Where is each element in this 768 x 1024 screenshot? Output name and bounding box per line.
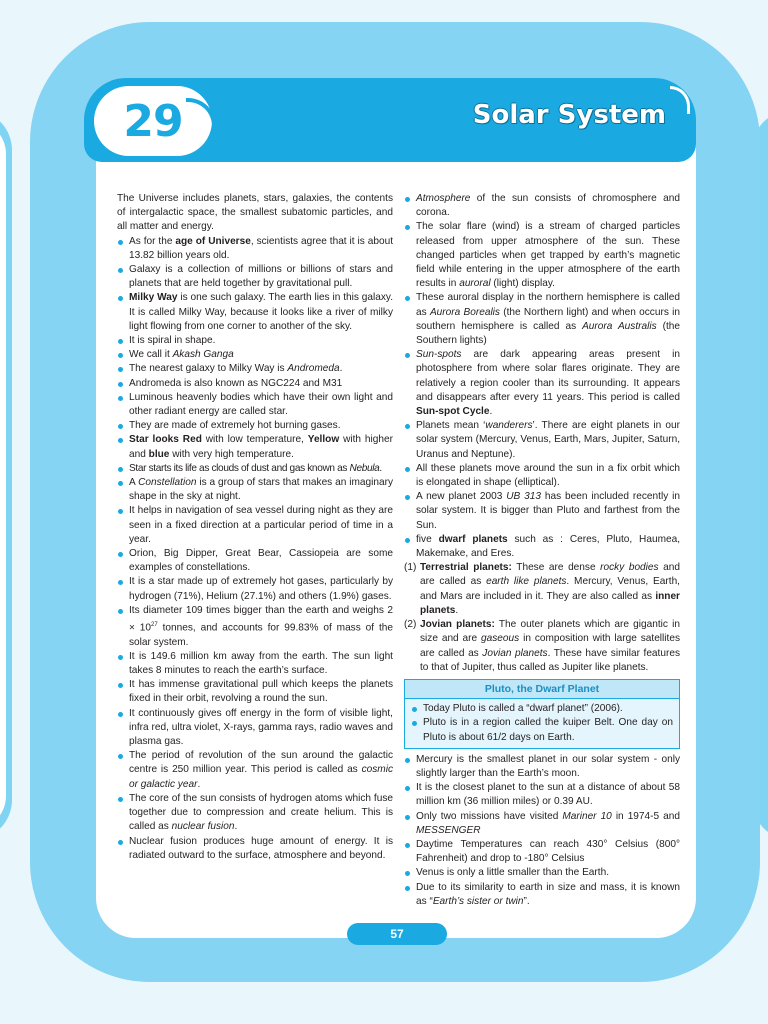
list-item: We call it Akash Ganga [117,348,393,362]
intro-paragraph: The Universe includes planets, stars, galaxies, the contents of intergalactic space, the smallest subatomic particles, and all matter and energy. [117,193,393,233]
list-item: Nuclear fusion produces huge amount of energy. It is radiated outward to the surface, atmosphere and beyond. [117,835,393,863]
list-item: It is 149.6 million km away from the earth. The sun light takes 8 minutes to reach the earth’s surface. [117,650,393,678]
list-item: Pluto is in a region called the kuiper Belt. One day on Pluto is about 61/2 days on Earth. [411,716,673,744]
list-item: Venus is only a little smaller than the Earth. [404,866,680,880]
page-number: 57 [347,923,447,945]
list-item: It continuously gives off energy in the form of visible light, infra red, ultra violet, X-rays, gamma rays, radio waves and plasma gas. [117,707,393,750]
list-item: The core of the sun consists of hydrogen atoms which fuse together due to compression and create helium. This is called as nuclear fusion. [117,792,393,835]
list-item: It is a star made up of extremely hot gases, particularly by hydrogen (71%), Helium (27.1%) and others (1.9%) gases. [117,575,393,603]
list-item: Galaxy is a collection of millions or billions of stars and planets that are held together by gravitational pull. [117,263,393,291]
list-item: As for the age of Universe, scientists agree that it is about 13.82 billion years old. [117,235,393,263]
list-item: Its diameter 109 times bigger than the earth and weighs $2 \times 10^{27}$ tonnes, and accounts for 99.83% of mass of the solar system. [117,604,393,650]
list-item: Luminous heavenly bodies which have their own light and other radiant energy are called star. [117,391,393,419]
list-item: Planets mean ‘wanderers’. There are eight planets in our solar system (Mercury, Venus, Earth, Mars, Jupiter, Saturn, Uranus and Neptune). [404,419,680,462]
list-item: All these planets move around the sun in a fix orbit which is elongated in shape (elliptical). [404,462,680,490]
pluto-info-box [404,679,680,749]
list-item: Andromeda is also known as NGC224 and M31 [117,377,393,391]
list-item: Daytime Temperatures can reach 430° Celsius (800° Fahrenheit) and drop to -180° Celsius [404,838,680,866]
list-item: A Constellation is a group of stars that makes an imaginary shape in the sky at night. [117,476,393,504]
chapter-number: 29 [123,95,183,147]
list-item: Milky Way is one such galaxy. The earth lies in this galaxy. It is called Milky Way, because it looks like a river of milky light flowing from one corner to another of the sky. [117,291,393,334]
list-item: These auroral display in the northern hemisphere is called as Aurora Borealis (the Northern light) and when occurs in southern hemisphere is called as Aurora Australis (the Southern lights) [404,291,680,348]
numbered-item-jovian: (2) Jovian planets: The outer planets which are gigantic in size and are gaseous in composition with large satellites are called as Jovian planets. These have similar features to that of Jupiter, thus called as Jupiter like planets. [404,619,680,673]
list-item: Due to its similarity to earth in size and mass, it is known as “Earth’s sister or twin”. [404,881,680,909]
left-column [117,192,393,863]
list-item: Today Pluto is called a “dwarf planet” (2006). [411,702,673,716]
list-item: The nearest galaxy to Milky Way is Andromeda. [117,362,393,376]
list-item: They are made of extremely hot burning gases. [117,419,393,433]
right-bullet-list-2 [404,753,680,909]
list-item: It has immense gravitational pull which keeps the planets fixed in their orbit, revolving a round the sun. [117,678,393,706]
list-item: Sun-spots are dark appearing areas present in photosphere from where solar flares originate. They are relatively a region cooler than its surrounding. It appears and disappears after every 11 years. This period is called Sun-spot Cycle. [404,348,680,419]
list-item: Atmosphere of the sun consists of chromosphere and corona. [404,192,680,220]
right-column [404,192,680,909]
list-item: A new planet 2003 UB 313 has been included recently in solar system. It is bigger than Pluto and farthest from the Sun. [404,490,680,533]
list-item: The period of revolution of the sun around the galactic centre is 250 million year. This period is called as cosmic or galactic year. [117,749,393,792]
list-item: Star starts its life as clouds of dust and gas known as Nebula. [117,462,393,476]
left-bullet-list [117,235,393,863]
list-item: It is the closest planet to the sun at a distance of about 58 million km (36 million miles) or 0.39 AU. [404,781,680,809]
list-item: Star looks Red with low temperature, Yellow with higher and blue with very high temperature. [117,433,393,461]
list-item: five dwarf planets such as : Ceres, Pluto, Haumea, Makemake, and Eres. [404,533,680,561]
chapter-title: Solar System [472,100,666,130]
list-item: Mercury is the smallest planet in our solar system - only slightly larger than the Earth’s moon. [404,753,680,781]
numbered-item-terrestrial: (1) Terrestrial planets: These are dense rocky bodies and are called as earth like planets. Mercury, Venus, Earth, and Mars are included in it. They are also called as inner planets. [404,562,680,616]
list-item: Only two missions have visited Mariner 10 in 1974-5 and MESSENGER [404,810,680,838]
list-item: Orion, Big Dipper, Great Bear, Cassiopeia are some examples of constellations. [117,547,393,575]
pluto-box-title: Pluto, the Dwarf Planet [405,680,679,699]
right-bullet-list [404,192,680,561]
list-item: It helps in navigation of sea vessel during night as they are seen in a fixed direction at a particular period of time in a year. [117,504,393,547]
pluto-box-list [405,699,679,748]
list-item: It is spiral in shape. [117,334,393,348]
left-page-edge-inner [0,120,6,830]
list-item: The solar flare (wind) is a stream of charged particles released from upper atmosphere of the sun. These changed particles when get trapped by earth’s magnetic field while entering in the upper atmosphere of the earth results in auroral (light) display. [404,220,680,291]
